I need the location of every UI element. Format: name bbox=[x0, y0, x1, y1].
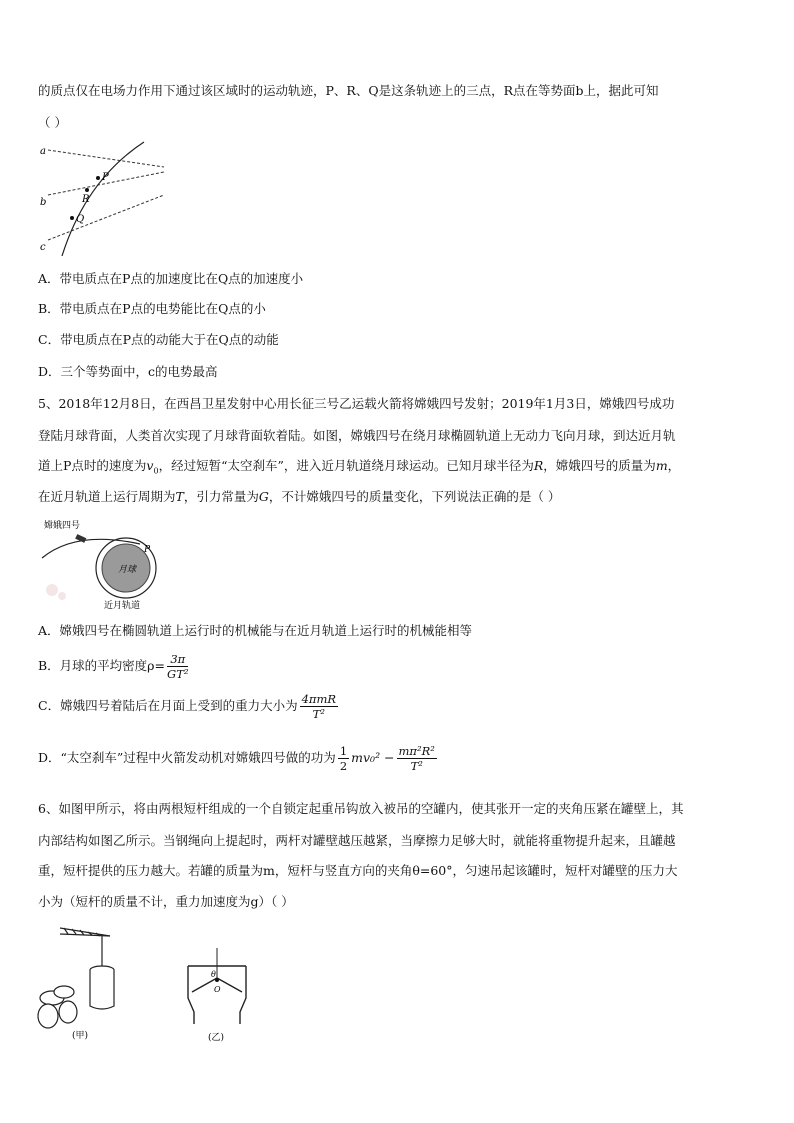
half-fraction: $\frac{1}{2}$ bbox=[339, 744, 348, 773]
q5-stem-line1: 5、2018年12月8日，在西昌卫星发射中心用长征三号乙运载火箭将嫦娥四号发射；2019年1月3日，嫦娥四号成功 bbox=[38, 396, 675, 411]
q4-stem-line1: 的质点仅在电场力作用下通过该区域时的运动轨迹，P、R、Q是这条轨迹上的三点，R点在等势面b上，据此可知 bbox=[38, 83, 659, 98]
q5-option-c: C．嫦娥四号着陆后在月面上受到的重力大小为 $\frac{\text{4πmR}}{\text{T²}}$ bbox=[38, 692, 337, 721]
q4-option-b: B．带电质点在P点的电势能比在Q点的小 bbox=[38, 301, 266, 316]
gravity-fraction: $\frac{\text{4πmR}}{\text{T²}}$ bbox=[301, 692, 337, 721]
q5-option-d: D．“太空刹车”过程中火箭发动机对嫦娥四号做的功为 $\frac{1}{2}$ mv₀² − $\frac{\text{mπ²R²}}{\text{T²}}$ bbox=[38, 744, 435, 773]
q5-stem-line3: 道上P点时的速度为$v_0$，经过短暂“太空刹车”，进入近月轨道绕月球运动。已知月球半径为R，嫦娥四号的质量为m， bbox=[38, 458, 681, 476]
q6-stem-line4: 小为（短杆的质量不计，重力加速度为g）（ ） bbox=[38, 894, 294, 909]
equipotential-c bbox=[48, 195, 164, 240]
label-b: b bbox=[40, 197, 47, 208]
stacked-cans bbox=[38, 986, 77, 1028]
point-P bbox=[96, 176, 100, 180]
O-label: O bbox=[214, 985, 221, 994]
point-Q bbox=[70, 216, 74, 220]
q5-stem-line4: 在近月轨道上运行周期为T，引力常量为G，不计嫦娥四号的质量变化，下列说法正确的是（ ） bbox=[38, 489, 561, 504]
point-P-label: P bbox=[144, 545, 151, 555]
trajectory-curve bbox=[62, 142, 144, 256]
orbit-label: 近月轨道 bbox=[104, 601, 141, 611]
label-a: a bbox=[40, 146, 46, 157]
caption-yi: (乙) bbox=[208, 1033, 225, 1043]
q6-stem-line3: 重，短杆提供的压力越大。若罐的质量为m，短杆与竖直方向的夹角θ=60°，匀速吊起该罐时，短杆对罐壁的压力大 bbox=[38, 863, 678, 878]
q4-option-c: C．带电质点在P点的动能大于在Q点的动能 bbox=[38, 332, 279, 347]
crane-boom bbox=[60, 928, 110, 966]
q4-answer-blank: （ ） bbox=[38, 115, 67, 130]
q5-stem-line2: 登陆月球背面，人类首次实现了月球背面软着陆。如图，嫦娥四号在绕月球椭圆轨道上无动力飞向月球，到达近月轨 bbox=[38, 428, 676, 443]
q5-option-b: B．月球的平均密度ρ= $\frac{3\pi}{\text{GT²}}$ bbox=[38, 652, 189, 681]
work-fraction: $\frac{\text{mπ²R²}}{\text{T²}}$ bbox=[398, 744, 435, 773]
point-R bbox=[85, 188, 89, 192]
density-fraction: $\frac{3\pi}{\text{GT²}}$ bbox=[167, 652, 189, 681]
q4-option-d: D．三个等势面中，c的电势最高 bbox=[38, 364, 218, 379]
theta-label: θ bbox=[211, 970, 216, 979]
q6-figure-yi bbox=[180, 944, 260, 1044]
q6-stem-line2: 内部结构如图乙所示。当钢绳向上提起时，两杆对罐壁越压越紧，当摩擦力足够大时，就能将重物提升起来，且罐越 bbox=[38, 833, 676, 848]
equipotential-a bbox=[48, 150, 164, 167]
q4-equipotential-figure bbox=[36, 140, 176, 258]
q6-figure-jia bbox=[34, 922, 144, 1042]
label-Q: Q bbox=[76, 214, 85, 225]
faint-decoration bbox=[46, 584, 66, 600]
moon-label: 月球 bbox=[118, 565, 137, 575]
q5-moon-orbit-figure bbox=[36, 516, 166, 612]
label-R: R bbox=[82, 194, 90, 205]
q6-stem-line1: 6、如图甲所示，将由两根短杆组成的一个自锁定起重吊钩放入被吊的空罐内，使其张开一定的夹角压紧在罐壁上，其 bbox=[38, 801, 684, 816]
q5-option-a: A．嫦娥四号在椭圆轨道上运行时的机械能与在近月轨道上运行时的机械能相等 bbox=[38, 623, 473, 638]
q4-option-a: A．带电质点在P点的加速度比在Q点的加速度小 bbox=[38, 271, 304, 286]
label-P: P bbox=[102, 172, 109, 183]
caption-jia: (甲) bbox=[72, 1031, 89, 1041]
lifted-can bbox=[90, 966, 114, 1009]
probe-label: 嫦娥四号 bbox=[44, 521, 81, 531]
label-c: c bbox=[40, 242, 46, 253]
